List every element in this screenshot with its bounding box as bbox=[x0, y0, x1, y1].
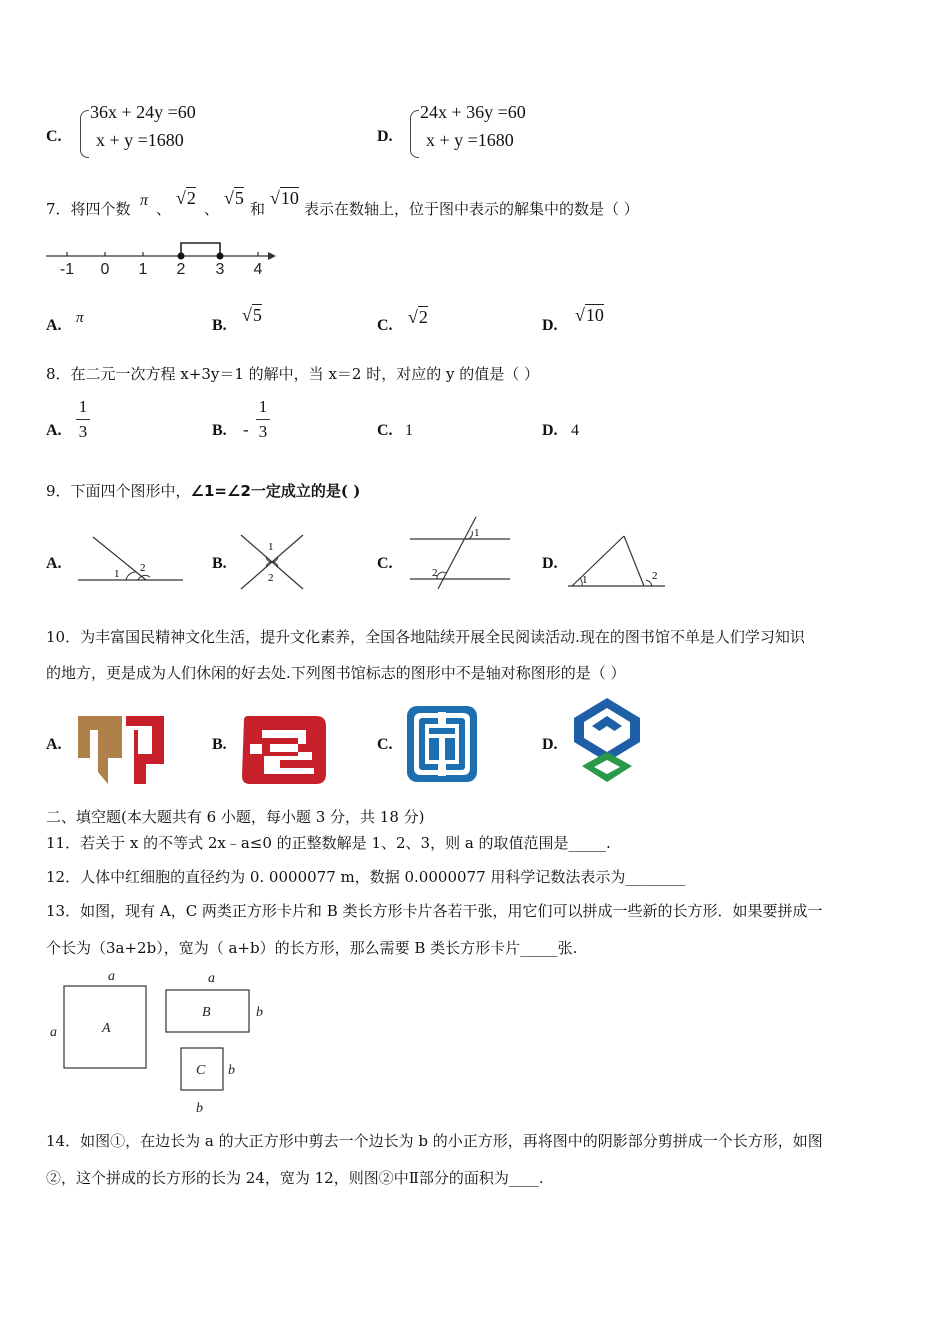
angle-1-label: 1 bbox=[474, 527, 480, 539]
side-label: b bbox=[256, 1005, 263, 1020]
side-label: a bbox=[208, 971, 215, 986]
q10-option-b-label: B. bbox=[212, 736, 227, 753]
radicand: 5 bbox=[252, 305, 262, 325]
q8-option-c-value: 1 bbox=[405, 422, 413, 439]
side-label: b bbox=[228, 1063, 235, 1078]
q6-option-d-label: D. bbox=[377, 128, 393, 145]
q8-option-b-fraction bbox=[256, 397, 270, 442]
q10-line2: 的地方，更是成为人们休闲的好去处.下列图书馆标志的图形中不是轴对称图形的是（ ） bbox=[46, 664, 626, 682]
equation-2: x + y =1680 bbox=[96, 130, 184, 150]
q9-stem-b: 一定成立的是( ) bbox=[250, 482, 361, 500]
angle-2-label: 2 bbox=[652, 570, 658, 582]
q9-option-c-label: C. bbox=[377, 555, 393, 572]
q7-stem bbox=[46, 198, 131, 219]
tick-label: 1 bbox=[138, 261, 148, 278]
numerator: 1 bbox=[78, 397, 88, 416]
q11: 11．若关于 x 的不等式 2x﹣a≤0 的正整数解是 1、2、3，则 a 的取值范围是_____. bbox=[46, 834, 611, 852]
q7-sep2: 、 bbox=[204, 200, 220, 218]
q7-option-d-label: D. bbox=[542, 317, 558, 334]
radicand: 2 bbox=[418, 307, 428, 327]
equation-2: x + y =1680 bbox=[426, 130, 514, 150]
q10-option-d-label: D. bbox=[542, 736, 558, 753]
radicand: 10 bbox=[585, 305, 604, 325]
q8-option-b-label: B. bbox=[212, 422, 227, 439]
radicand: 2 bbox=[186, 188, 196, 208]
brace bbox=[80, 110, 89, 158]
q9-figure-d bbox=[568, 530, 668, 590]
q8-option-b-sign: - bbox=[243, 420, 249, 439]
q9-figure-c bbox=[408, 515, 518, 590]
q13-line1: 13．如图，现有 A，C 两类正方形卡片和 B 类长方形卡片各若干张，用它们可以拼成一些新的长方形．如果要拼成一 bbox=[46, 902, 823, 920]
q8-option-d-value: 4 bbox=[571, 422, 579, 439]
q8-option-a-fraction bbox=[76, 397, 90, 442]
q14-line2: ②，这个拼成的长方形的长为 24，宽为 12，则图②中Ⅱ部分的面积为____. bbox=[46, 1169, 544, 1187]
q7-option-b-value: √5 bbox=[242, 305, 262, 325]
tick-label: 0 bbox=[100, 261, 110, 278]
q10-option-c-label: C. bbox=[377, 736, 393, 753]
q7-sqrt2: √2 bbox=[176, 188, 196, 208]
q7-sqrt10: √10 bbox=[270, 188, 299, 208]
q7-number-line bbox=[40, 238, 290, 278]
q7-sep1: 、 bbox=[156, 200, 172, 218]
radicand: 10 bbox=[280, 188, 299, 208]
q9-option-b-label: B. bbox=[212, 555, 227, 572]
q8-option-d-label: D. bbox=[542, 422, 558, 439]
angle-2-label: 2 bbox=[432, 567, 438, 579]
angle-1-label: 1 bbox=[268, 541, 274, 553]
q7-option-a-value: π bbox=[76, 310, 84, 326]
equation-1: 36x + 24y =60 bbox=[90, 102, 196, 122]
denominator: 3 bbox=[258, 422, 268, 441]
q7-option-c-value: √2 bbox=[408, 307, 428, 327]
q7-pi: π bbox=[140, 192, 149, 209]
q7-option-b-label: B. bbox=[212, 317, 227, 334]
q10-logo-b bbox=[240, 714, 330, 786]
tick-label: 3 bbox=[215, 261, 225, 278]
q7-option-c-label: C. bbox=[377, 317, 393, 334]
q10-option-a-label: A. bbox=[46, 736, 62, 753]
q12: 12．人体中红细胞的直径约为 0. 0000077 m，数据 0.0000077 用科学记数法表示为________ bbox=[46, 868, 686, 886]
card-a-label: A bbox=[102, 1021, 111, 1036]
q13-cards-figure bbox=[44, 964, 284, 1119]
denominator: 3 bbox=[78, 422, 88, 441]
tick-label: -1 bbox=[59, 261, 75, 278]
angle-2-label: 2 bbox=[268, 572, 274, 584]
equation-1: 24x + 36y =60 bbox=[420, 102, 526, 122]
card-b-label: B bbox=[202, 1005, 211, 1020]
q6-option-c-label: C. bbox=[46, 128, 62, 145]
q7-stem-a: 7．将四个数 bbox=[46, 200, 131, 218]
q10-logo-a bbox=[78, 712, 168, 787]
q10-line1: 10．为丰富国民精神文化生活，提升文化素养，全国各地陆续开展全民阅读活动.现在的图书馆不单是人们学习知识 bbox=[46, 628, 805, 646]
q7-option-a-label: A. bbox=[46, 317, 62, 334]
q8-option-c-label: C. bbox=[377, 422, 393, 439]
q7-sqrt5: √5 bbox=[224, 188, 244, 208]
angle-1-label: 1 bbox=[114, 568, 120, 580]
q9-stem bbox=[46, 480, 360, 501]
q8-option-a-label: A. bbox=[46, 422, 62, 439]
q9-figure-a bbox=[78, 535, 188, 590]
tick-label: 4 bbox=[253, 261, 263, 278]
side-label: a bbox=[108, 969, 115, 984]
card-c-label: C bbox=[196, 1063, 206, 1078]
radicand: 5 bbox=[234, 188, 244, 208]
q9-stem-a: 9．下面四个图形中， bbox=[46, 482, 191, 500]
q7-and: 和 bbox=[250, 200, 266, 218]
section-2-heading: 二、填空题(本大题共有 6 小题，每小题 3 分，共 18 分) bbox=[46, 808, 425, 826]
q10-logo-d bbox=[570, 696, 644, 784]
side-label: b bbox=[196, 1101, 203, 1116]
angle-2-label: 2 bbox=[140, 562, 146, 574]
q9-option-d-label: D. bbox=[542, 555, 558, 572]
q13-line2: 个长为（3a+2b），宽为（ a+b）的长方形，那么需要 B 类长方形卡片_____张. bbox=[46, 939, 578, 957]
q14-line1: 14．如图①，在边长为 a 的大正方形中剪去一个边长为 b 的小正方形，再将图中的阴影部分剪拼成一个长方形，如图 bbox=[46, 1132, 823, 1150]
q9-figure-b bbox=[238, 532, 308, 592]
numerator: 1 bbox=[258, 397, 268, 416]
side-label: a bbox=[50, 1025, 57, 1040]
q10-logo-c bbox=[405, 704, 479, 784]
q9-stem-math: ∠1=∠2 bbox=[190, 482, 251, 500]
tick-label: 2 bbox=[176, 261, 186, 278]
q7-stem-b: 表示在数轴上，位于图中表示的解集中的数是（ ） bbox=[304, 200, 639, 218]
brace bbox=[410, 110, 419, 158]
q8-stem: 8．在二元一次方程 x+3y＝1 的解中，当 x＝2 时，对应的 y 的值是（ ） bbox=[46, 365, 539, 383]
angle-1-label: 1 bbox=[582, 574, 588, 586]
q7-option-d-value: √10 bbox=[575, 305, 604, 325]
q9-option-a-label: A. bbox=[46, 555, 62, 572]
